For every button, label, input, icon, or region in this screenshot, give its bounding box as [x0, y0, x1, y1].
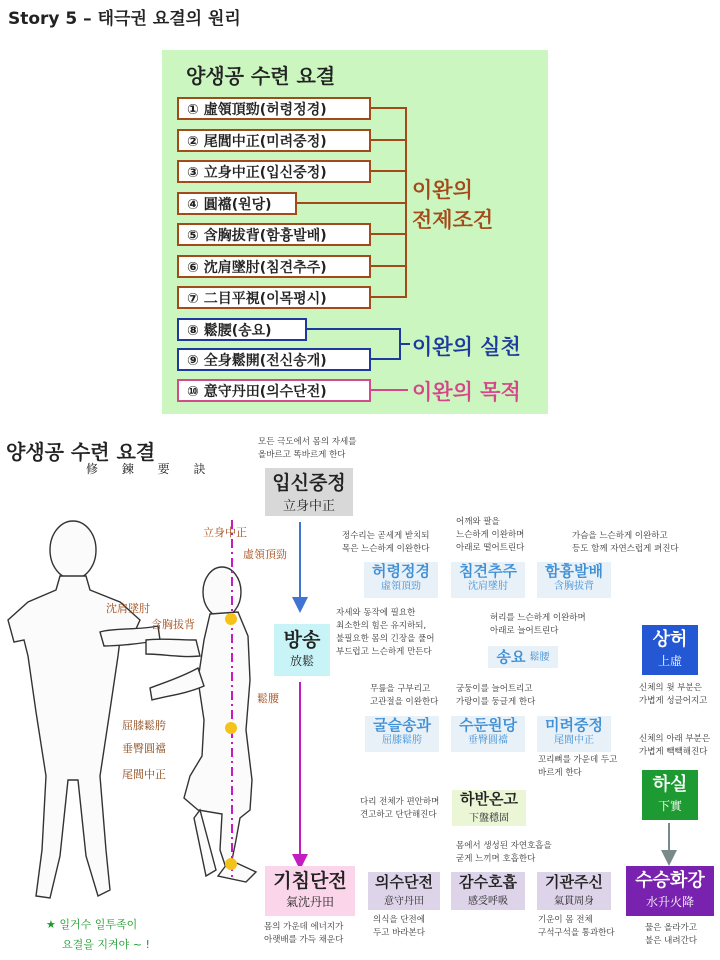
figure-label-hanxiong: 含胸拔背 — [151, 618, 195, 631]
principle-item-8: ⑧ 鬆腰(송요) — [177, 318, 307, 341]
node-uisu: 의수단전 意守丹田 — [368, 872, 440, 910]
node-hamhyung: 함흉발배 含胸拔背 — [537, 562, 611, 598]
node-sangheo: 상허 上虛 — [642, 625, 698, 675]
footer-note-1: ★ 일거수 일투족이 — [46, 918, 138, 931]
node-songyo: 송요 鬆腰 — [488, 646, 558, 668]
diagram-title: 양생공 수련 요결 — [6, 440, 156, 464]
note-haban: 다리 전체가 편안하며 견고하고 단단해진다 — [360, 797, 440, 820]
page-title: Story 5 – 태극권 요결의 원리 — [8, 9, 241, 29]
note-uisu: 의식을 단전에 두고 바라본다 — [373, 915, 425, 938]
note-songyo: 허리를 느슨하게 이완하며 아래로 늘어트린다 — [490, 613, 586, 636]
principle-item-7: ⑦ 二目平視(이목평시) — [177, 286, 371, 309]
note-hamhyung: 가슴을 느슨하게 이완하고 등도 함께 자연스럽게 펴진다 — [572, 531, 679, 554]
node-gulseul: 굴슬송과 屈膝鬆胯 — [365, 716, 439, 752]
note-sudun: 궁둥이를 늘어트리고 가랑이를 둥글게 한다 — [456, 684, 536, 707]
note-chimgyeon: 어깨와 팔을 느슨하게 이완하며 아래로 떨어트린다 — [456, 517, 525, 553]
note-gigwan: 기운이 몸 전체 구석구석을 통과한다 — [538, 915, 615, 938]
note-gamsu: 몸에서 생성된 자연호흡을 굳게 느끼며 호흡한다 — [456, 841, 552, 864]
figure-label-chenjian: 沈肩墜肘 — [106, 602, 150, 615]
figure-label-songyao: 鬆腰 — [257, 692, 279, 705]
node-gigwan: 기관주신 氣貫周身 — [537, 872, 611, 910]
figure-label-qu: 屈膝鬆胯 — [122, 719, 166, 732]
principle-item-10: ⑩ 意守丹田(의수단전) — [177, 379, 371, 402]
node-suseung: 수승화강 水升火降 — [626, 866, 714, 916]
principle-item-5: ⑤ 含胸拔背(함흉발배) — [177, 223, 371, 246]
node-ipsin: 입신중정 立身中正 — [265, 468, 353, 516]
note-ipsin: 모든 극도에서 몸의 자세를 올바르고 똑바르게 한다 — [258, 437, 357, 460]
node-hasil: 하실 下實 — [642, 770, 698, 820]
note-gichim: 몸의 가운데 에너지가 아랫배를 가득 채운다 — [264, 922, 344, 945]
note-sangheo-2: 신체의 아래 부분은 가볍게 빽빽해진다 — [639, 734, 711, 757]
node-heoryeong: 허령정경 虛領頂勁 — [364, 562, 438, 598]
principle-item-3: ③ 立身中正(입신중정) — [177, 160, 371, 183]
node-gichim: 기침단전 氣沈丹田 — [265, 866, 355, 916]
figure-label-wei: 尾閭中正 — [122, 768, 166, 781]
node-sudun: 수둔원당 垂臀圓襠 — [451, 716, 525, 752]
principle-item-2: ② 尾閭中正(미려중정) — [177, 129, 371, 152]
node-haban: 하반온고 下盤穩固 — [452, 790, 526, 826]
figure-label-lishen: 立身中正 — [203, 526, 247, 539]
node-miryeo: 미려중정 尾閭中正 — [537, 716, 611, 752]
figure-label-xuling: 虛領頂勁 — [243, 548, 287, 561]
diagram-title-hanja: 修 鍊 要 訣 — [86, 462, 216, 476]
note-bangsong: 자세와 동작에 필요한 최소한의 힘은 유지하되, 불필요한 몸의 긴장을 풀어 부드럽고 느슨하게 만든다 — [336, 608, 435, 657]
footer-note-2: 요결을 지켜야 ~ ! — [62, 938, 150, 951]
principle-item-6: ⑥ 沈肩墜肘(침견추주) — [177, 255, 371, 278]
note-heoryeong: 정수리는 곧세게 받치되 목은 느슨하게 이완한다 — [342, 531, 430, 554]
panel-title: 양생공 수련 요결 — [186, 64, 336, 88]
label-precondition-2: 전제조건 — [412, 208, 494, 232]
note-suseung: 물은 올라가고 불은 내려간다 — [645, 923, 697, 946]
principle-item-4: ④ 圓襠(원당) — [177, 192, 297, 215]
principle-item-9: ⑨ 全身鬆開(전신송개) — [177, 348, 371, 371]
note-gulseul: 무릎을 구부리고 고관절을 이완한다 — [370, 684, 439, 707]
figure-label-chui: 垂臀圓襠 — [122, 742, 166, 755]
label-practice: 이완의 실천 — [412, 335, 521, 359]
label-purpose: 이완의 목적 — [412, 380, 521, 404]
note-sangheo-1: 신체의 윗 부분은 가볍게 성글어지고 — [639, 683, 708, 706]
node-chimgyeon: 침견추주 沈肩墜肘 — [451, 562, 525, 598]
label-precondition-1: 이완의 — [412, 178, 473, 202]
principle-item-1: ① 虛領頂勁(허령정경) — [177, 97, 371, 120]
note-miryeo: 꼬리뼈를 가운데 두고 바르게 한다 — [538, 755, 618, 778]
node-gamsu: 감수호흡 感受呼吸 — [451, 872, 525, 910]
node-bangsong: 방송 放鬆 — [274, 624, 330, 676]
